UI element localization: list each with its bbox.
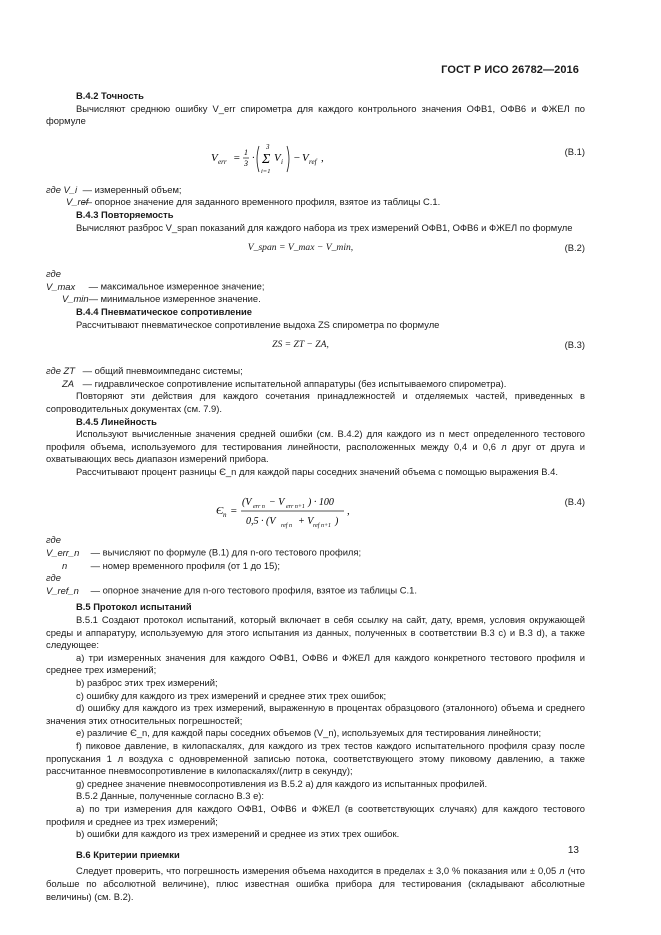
svg-text:ref n+1: ref n+1 [312,523,331,530]
b51-item-d: d) ошибку для каждого из трех измерений, выраженную в процентах образцового (эталонного) объема и среднего значения этих относительных погрешностей; [46,702,585,726]
b45-paragraph-1: Используют вычисленные значения средней ошибки (см. B.4.2) для каждого из n мест определенного тестового профиля объема, используемого для тестирования линейности, расположенных между 0,4 и 0,6 л друг от друга и охватывающих весь диапазон измерений прибора. [46,428,585,465]
formula-b3 [46,331,585,365]
svg-text:(V: (V [241,497,251,509]
b44-definition-2 [46,378,585,391]
def-text: — общий пневмоимпеданс системы; [82,365,243,377]
svg-text:Є: Є [215,505,223,518]
section-heading-b45: B.4.5 Линейность [76,415,157,427]
def-text: — гидравлическое сопротивление испытательной аппаратуры (без испытываемого спирометра). [82,377,507,389]
page-number: 13 [567,845,579,856]
b51-item-g: g) среднее значение пневмосопротивления из B.5.2 a) для каждого из испытанных профилей. [76,777,488,789]
formula-b1-text [46,142,555,176]
section-heading-b6: B.6 Критерии приемки [76,848,180,860]
b45-paragraph-2: Рассчитывают процент разницы Є_n для каждой пары соседних значений объема с помощью выражения B.4. [76,465,558,477]
b45-definition-2 [46,560,585,573]
svg-text:Σ: Σ [261,151,270,167]
svg-text:err n: err n [252,504,265,511]
b45-definition-1 [46,534,585,559]
formula-b1 [46,128,585,184]
section-heading-b42: B.4.2 Точность [76,90,144,101]
b42-definition-1 [46,184,585,197]
svg-text:=: = [232,151,240,164]
svg-text:3: 3 [243,158,248,168]
def-symbol: где ZT [46,365,75,377]
svg-text:3: 3 [265,142,269,151]
svg-text:ref: ref [308,157,317,166]
svg-text:−: − [292,151,300,164]
b43-intro: Вычисляют разброс V_span показаний для каждого набора из трех измерений ОФВ1, ОФВ6 и ФЖЕЛ по формуле [76,221,573,233]
svg-text:1: 1 [243,147,248,157]
svg-text:) · 100: ) · 100 [307,497,334,509]
svg-text:0,5 · (V: 0,5 · (V [245,516,275,528]
def-text: — опорное значение для n-ого тестового профиля, взятое из таблицы C.1. [90,584,417,596]
def-symbol: где V_i [46,183,78,195]
svg-text:err: err [217,157,227,166]
b51-item-e: e) различие Є_n, для каждой пары соседних объемов (V_n), используемых для тестирования линейности; [76,727,542,739]
svg-text:− V: − V [268,497,284,509]
def-text: — опорное значение для заданного временного профиля, взятое из таблицы C.1. [82,196,441,208]
standard-header: ГОСТ Р ИСО 26782—2016 [441,64,579,76]
def-symbol: n [62,559,68,571]
b6-paragraph: Следует проверить, что погрешность измерения объема находится в пределах ± 3,0 % показания или ± 0,05 л (что больше по абсолютной величине), плюс известная ошибка прибора для тестирования (складывают абсолютные величины) (см. B.2). [46,865,585,902]
b44-note: Повторяют эти действия для каждого сочетания принадлежностей и отделяемых частей, приведенных в сопроводительных документах (см. 7.9). [46,390,585,414]
svg-text:V: V [301,151,309,164]
svg-text:=: = [229,505,237,518]
formula-b4-text [46,492,555,532]
svg-text:i: i [280,157,283,166]
b45-definition-3 [46,572,585,597]
def-symbol: где V_max [46,268,76,292]
section-heading-b43: B.4.3 Повторяемость [76,208,174,220]
b44-intro: Рассчитывают пневматическое сопротивление выдоха ZS спирометра по формуле [76,318,440,330]
svg-text:ref n: ref n [280,523,292,530]
def-text: — измеренный объем; [82,183,182,195]
b52-item-b: b) ошибки для каждого из трех измерений и среднее из этих трех ошибок. [76,828,400,840]
formula-b4-graphic [216,492,386,532]
formula-b1-number: (B.1) [564,145,585,157]
b42-intro: Вычисляют среднюю ошибку V_err спирометра для каждого контрольного значения ОФВ1, ОФВ6 и ФЖЕЛ по формуле [46,102,585,127]
section-heading-b44: B.4.4 Пневматическое сопротивление [76,305,253,317]
svg-text:V: V [210,151,218,164]
svg-text:,: , [320,151,324,164]
def-text: — минимальное измеренное значение. [88,293,261,305]
svg-text:err n+1: err n+1 [285,504,305,511]
formula-b2 [46,234,585,268]
formula-b4-number: (B.4) [564,496,585,508]
svg-text:n: n [222,511,226,520]
b51-item-c: c) ошибку для каждого из трех измерений и среднее этих трех ошибок; [76,689,387,701]
b51-item-f: f) пиковое давление, в килопаскалях, для каждого из трех тестов каждого испытательного профиля сразу после пропускания 1 л воздуха с одновременной записью потока, соответствующего этому пиковому давлению, а также рассчитанное пневмосопротивление в килопаскалях/(литр в секунду); [46,739,585,777]
svg-text:i=1: i=1 [260,167,270,175]
formula-b2-number: (B.2) [564,242,585,254]
b43-definition-1 [46,268,585,293]
b51-paragraph: B.5.1 Создают протокол испытаний, который включает в себя ссылку на сайт, дату, время, условия окружающей среды и аппаратуру, используемую для этого испытания из данных, полученных в соответствии B.3 c) и B.3 d), а также следующее: [46,614,585,651]
svg-text:): ) [334,516,338,528]
def-text: — номер временного профиля (от 1 до 15); [90,559,281,571]
def-text: — максимальное измеренное значение; [88,280,265,292]
formula-b3-text: ZS = ZT − ZA, [272,339,329,351]
formula-b3-number: (B.3) [564,339,585,351]
formula-b2-text: V_span = V_max − V_min, [247,242,354,254]
def-symbol: где V_err_n [46,534,80,559]
b52-paragraph: B.5.2 Данные, полученные согласно B.3 e): [76,790,265,802]
svg-text:,: , [346,505,350,518]
svg-text:·: · [251,152,254,164]
def-text: — вычисляют по формуле (B.1) для n-ого тестового профиля; [90,547,362,559]
b51-item-b: b) разброс этих трех измерений; [76,677,218,688]
def-symbol: V_ref [66,196,89,208]
b42-definition-2 [46,196,585,209]
b52-item-a: a) по три измерения для каждого ОФВ1, ОФВ6 и ФЖЕЛ (в соответствующих случаях) для каждого тестового профиля и среднее из трех измерений; [46,802,585,827]
def-symbol: ZA [62,377,74,389]
svg-text:V: V [273,151,281,164]
b51-item-a: a) три измеренных значения для каждого ОФВ1, ОФВ6 и ФЖЕЛ для каждого конкретного тестового профиля и среднее трех измерений; [46,651,585,676]
def-symbol: V_min [62,293,89,305]
def-symbol: где V_ref_n [46,572,79,596]
document-body [46,90,585,903]
b43-definition-2 [46,293,585,306]
b44-definition-1 [46,365,585,378]
section-heading-b5: B.5 Протокол испытаний [76,601,192,613]
svg-text:+ V: + V [297,516,313,528]
formula-b1-graphic [211,142,391,176]
formula-b4 [46,478,585,534]
